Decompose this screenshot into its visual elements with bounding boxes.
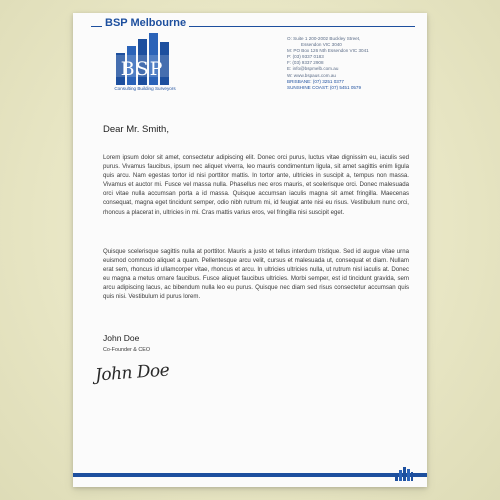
contact-block — [287, 36, 422, 91]
contact-website: W: www.bspaus.com.au — [287, 72, 336, 78]
contact-phone: P: (03) 9337 0183 — [287, 54, 324, 60]
signer-title: Co-Founder & CEO — [103, 347, 151, 353]
footer-bar — [73, 473, 427, 477]
contact-office-suburb: Essendon VIC 3040 — [301, 42, 342, 48]
footer-logo-icon — [394, 467, 414, 481]
contact-fax: F: (03) 9337 2908 — [287, 60, 324, 66]
letter-greeting: Dear Mr. Smith, — [103, 124, 169, 135]
contact-email: E: info@bspmelb.com.au — [287, 66, 339, 72]
contact-office: O: Suite 1 200-2002 Buckley Street, — [287, 36, 361, 41]
letter-paragraph-2: Quisque scelerisque sagittis nulla at porttitor. Mauris a justo et tellus interdum tristique. Sed id augue vitae urna euismod commodo aliquet a quam. Pellentesque arcu velit, cursus et malesuada ut, consequat et diam. Nullam erat sem, rhoncus id ullamcorper vitae, rhoncus et arcu. In ultricies ultricies nulla, ut rutrum nisl iaculis at. Donec eu magna a metus ornare faucibus. Fusce aliquet faucibus ultricies. Morbi semper, est id tincidunt gravida, sem arcu adipiscing lacus, ac bibendum nulla leo eu purus. Quisque nec diam sed risus consectetur accumsan quis quis nisi. Vestibulum id purus lorem. — [103, 248, 409, 301]
company-logo — [106, 33, 178, 85]
handwritten-signature: John Doe — [94, 360, 170, 386]
contact-sunshine-coast: SUNSHINE COAST: (07) 5451 0579 — [287, 84, 362, 90]
letter-paragraph-1: Lorem ipsum dolor sit amet, consectetur adipiscing elit. Donec orci purus, luctus vitae dignissim eu, iaculis sed purus. Vivamus faucibus, ipsum nec aliquet viverra, leo mauris condimentum ligula, sit amet sagittis enim ligula quis arcu. Nam egestas tortor id nisi porttitor mattis. In tortor ante, ultricies in suscipit a, tempus non massa. Vivamus et auctor mi. Fusce vel massa nulla. Phasellus nec eros mauris, et scelerisque orci. Donec malesuada orci vitae nulla accumsan porta a id massa. Quisque accumsan iaculis magna sit amet fringilla. Maecenas consequat, magna eget tincidunt semper, odio nibh rutrum mi, id feugiat ante nisi eu risus. Vestibulum nunc orci, rhoncus a placerat in, ultricies in mi. Cras mattis varius eros, vel fringilla nisi suscipit eget. — [103, 154, 409, 216]
company-name: BSP Melbourne — [102, 17, 189, 29]
contact-brisbane: BRISBANE: (07) 3251 0377 — [287, 78, 344, 84]
contact-mail: M: PO Box 126 Nth Essendon VIC 3041 — [287, 48, 369, 54]
company-tagline: Consulting Building Surveyors — [114, 86, 176, 91]
logo-text: BSP — [120, 58, 164, 80]
letterhead-page — [73, 13, 427, 487]
signer-name: John Doe — [103, 333, 140, 343]
